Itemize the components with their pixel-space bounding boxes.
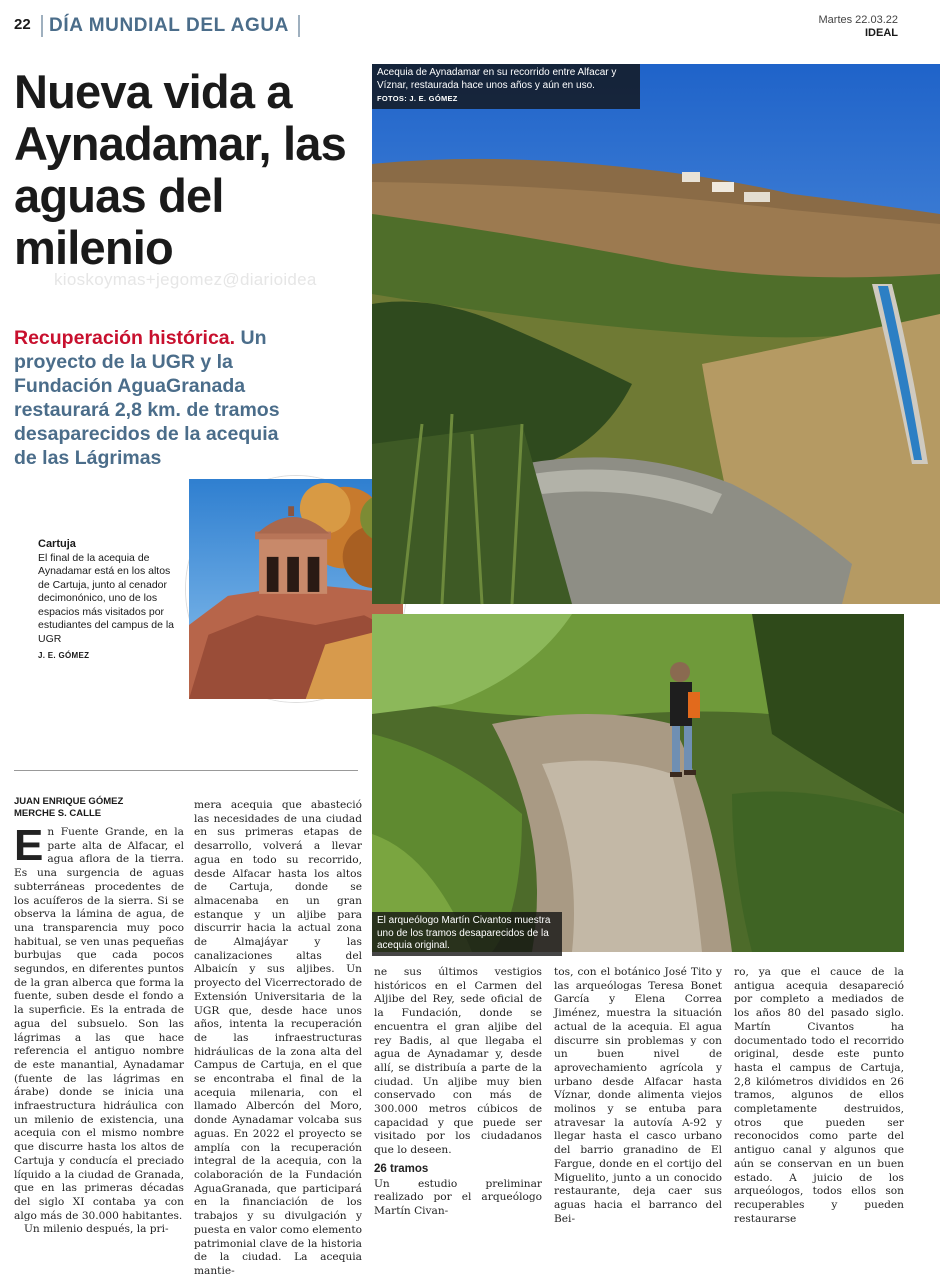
- drop-cap: E: [14, 821, 44, 870]
- section-title: DÍA MUNDIAL DEL AGUA: [49, 15, 289, 36]
- subhead-text: Un proyecto de la UGR y la Fundación AguaGranada restaurará 2,8 km. de tramos desaparecidos de la acequia de las Lágrimas: [14, 327, 280, 469]
- paragraph: Un estudio preliminar realizado por el arqueólogo Martín Civan-: [374, 1177, 542, 1217]
- watermark: kioskoymas+jegomez@diarioidea: [54, 270, 317, 289]
- page-number: 22: [14, 16, 31, 33]
- paragraph: Un milenio después, la pri-: [24, 1223, 169, 1236]
- photo-caption: [372, 64, 640, 109]
- publication-name: IDEAL: [865, 27, 898, 39]
- subhead-lead: Recuperación histórica.: [14, 327, 236, 349]
- header-divider: [298, 15, 300, 37]
- author-name: MERCHE S. CALLE: [14, 808, 102, 819]
- author-name: JUAN ENRIQUE GÓMEZ: [14, 796, 124, 807]
- caption-text: El final de la acequia de Aynadamar está en los altos de Cartuja, junto al cenador decimonónico, uno de los espacios más visitados por estudiantes del campus de la UGR: [38, 551, 175, 645]
- caption-text: Acequia de Aynadamar en su recorrido entre Alfacar y Víznar, restaurada hace unos años y aún en uso.: [377, 67, 617, 91]
- photo-credit: FOTOS: J. E. GÓMEZ: [377, 94, 458, 103]
- paragraph: ne sus últimos vestigios históricos en el Carmen del Aljibe del Rey, sede oficial de la Fundación, donde se encuentra el gran aljibe del rey Badis, al que llegaba el agua de Aynadamar y, desde allí, se distribuía a parte de la ciudad. Un aljibe muy bien conservado con más de 300.000 metros cúbicos de capacidad y que puede ser visitado por los ciudadanos que lo deseen.: [374, 966, 542, 1157]
- article-subheading: 26 tramos: [374, 1162, 429, 1175]
- paragraph: n Fuente Grande, en la parte alta de Alfacar, el agua aflora de la tierra. Es una surgencia de aguas subterráneas procedentes de los acuíferos de la sierra. Si se observa la lámina de agua, de una transparencia muy poco habitual, se ven unas pequeñas burbujas que cada pocos segundos, en diferentes puntos de la gran alberca que forma la fuente, suben desde el fondo a la superficie. Es la entrada de agua del subsuelo. Son las lágrimas a las que hace referencia el antiguo nombre de este manantial, Aynadamar (fuente de las lágrimas en árabe) donde se inicia una infraestructura hidráulica con un milenio de existencia, una acequia con el mismo nombre que discurre hasta los altos de Cartuja y conducía el preciado líquido a la ciudad de Granada, que en las primeras décadas del siglo XI contaba ya con algo más de 30.000 habitantes.: [14, 826, 184, 1222]
- archaeologist-photo: [372, 614, 904, 952]
- article-column-2: mera acequia que abasteció las necesidades de una ciudad en sus primeras etapas de desarrollo, volverá a llevar agua en todo su recorrido, desde Alfacar hasta los altos de Cartuja, donde se almacenaba en un gran estanque y un aljibe para discurrir hacia la actual zona de Almajáyar y las canalizaciones altas del Albaicín y sus aljibes. Un proyecto del Vicerrectorado de Extensión Universitaria de la UGR que, desde hace unos años, intenta la recuperación de las infraestructuras hidráulicas de la zona alta del Campus de Cartuja, en el que se encontraba el final de la acequia milenaria, con el llamado Albercón del Moro, donde Aynadamar volcaba sus aguas. En 2022 el proyecto se amplía con la recuperación integral de la acequia, con la colaboración de la Fundación AguaGranada, que participará en la financiación de los trabajos y su divulgación y puesta en valor como elemento patrimonial clave de la historia de la ciudad. La acequia mantie-: [194, 799, 363, 1277]
- cartuja-caption: [38, 538, 174, 663]
- article-column-3: [374, 966, 542, 1219]
- page-header: [14, 12, 934, 40]
- subheadline: [14, 326, 294, 470]
- photo-credit: J. E. GÓMEZ: [38, 651, 90, 660]
- article-column-4: tos, con el botánico José Tito y las arqueólogas Teresa Bonet García y Elena Correa Jiménez, muestra la situación actual de la acequia. El agua discurre sin problemas y con un buen nivel de aprovechamiento agrícola y urbano desde Alfacar hasta Víznar, donde alimenta viejos molinos y se entuba para atravesar la autovía A-92 y llegar hasta el casco urbano del barrio granadino de El Fargue, donde en el cortijo del Miguelito, junto a un conocido restaurante, deja caer sus aguas hacia el barranco del Bei-: [554, 966, 722, 1225]
- header-divider: [41, 15, 43, 37]
- caption-title: Cartuja: [38, 538, 76, 550]
- article-column-5: ro, ya que el cauce de la antigua acequia desapareció por completo a mediados de los años 80 del pasado siglo. Martín Civantos ha documentado todo el recorrido original, desde este punto hasta el campus de Cartuja, 2,8 kilómetros divididos en 26 tramos, algunos de ellos completamente destruidos, otros que pueden ser reconocidos como parte del antiguo canal y algunos que aún se conservan en un buen estado. A juicio de los arqueólogos, todos ellos son recuperables y pueden restaurarse: [734, 966, 904, 1225]
- article-column-1: [14, 821, 184, 1237]
- byline: [14, 796, 123, 820]
- issue-date: Martes 22.03.22: [818, 14, 898, 26]
- headline: Nueva vida a Aynadamar, las aguas del milenio: [14, 65, 346, 274]
- photo-caption: El arqueólogo Martín Civantos muestra uno de los tramos desaparecidos de la acequia original.: [372, 912, 562, 956]
- section-divider: [14, 770, 358, 771]
- acequia-landscape-photo: [372, 64, 940, 604]
